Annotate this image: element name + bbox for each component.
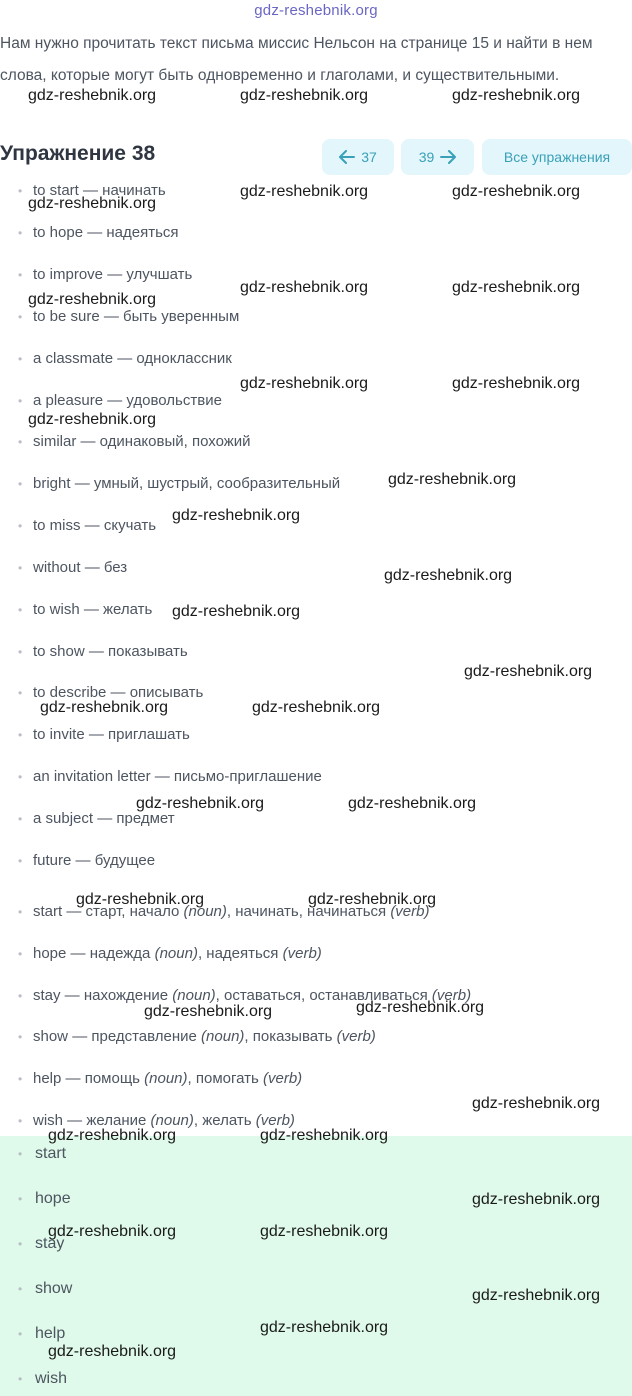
watermark: gdz-reshebnik.org bbox=[48, 1127, 177, 1144]
watermark: gdz-reshebnik.org bbox=[452, 87, 581, 104]
bullet-icon: • bbox=[18, 435, 23, 449]
vocab-text: to improve — улучшать bbox=[33, 266, 193, 283]
noun-tag: (noun) bbox=[144, 1070, 188, 1087]
watermark: gdz-reshebnik.org bbox=[252, 699, 381, 716]
watermark: gdz-reshebnik.org bbox=[388, 471, 517, 488]
watermark: gdz-reshebnik.org bbox=[240, 183, 369, 200]
watermark: gdz-reshebnik.org bbox=[172, 603, 301, 620]
watermark: gdz-reshebnik.org bbox=[356, 999, 485, 1016]
answer-item bbox=[18, 1190, 71, 1208]
list-item: • show — представление (noun), показывать (verb) bbox=[18, 1028, 376, 1045]
watermark: gdz-reshebnik.org bbox=[260, 1127, 389, 1144]
bullet-icon: • bbox=[18, 947, 23, 961]
pair-noun: представление bbox=[91, 1028, 197, 1045]
next-exercise-label: 39 bbox=[418, 149, 435, 165]
watermark: gdz-reshebnik.org bbox=[452, 183, 581, 200]
watermark: gdz-reshebnik.org bbox=[40, 699, 169, 716]
watermark: gdz-reshebnik.org bbox=[472, 1287, 601, 1304]
list-item bbox=[18, 810, 175, 828]
vocab-text: to start — начинать bbox=[33, 182, 166, 199]
pair-word: hope bbox=[33, 945, 67, 962]
answer-text: start bbox=[35, 1145, 67, 1162]
vocab-text: future — будущее bbox=[33, 852, 156, 869]
list-item bbox=[18, 768, 322, 786]
vocab-text: without — без bbox=[33, 559, 128, 576]
pair-noun: старт, начало bbox=[85, 903, 180, 920]
bullet-icon: • bbox=[18, 352, 23, 366]
answer-text: stay bbox=[35, 1235, 65, 1252]
watermark: gdz-reshebnik.org bbox=[452, 279, 581, 296]
watermark: gdz-reshebnik.org bbox=[260, 1319, 389, 1336]
bullet-icon: • bbox=[18, 645, 23, 659]
prev-exercise-button[interactable] bbox=[322, 139, 394, 175]
arrow-left-icon bbox=[339, 150, 355, 164]
watermark: gdz-reshebnik.org bbox=[48, 1223, 177, 1240]
bullet-icon: • bbox=[18, 1114, 23, 1128]
bullet-icon: • bbox=[18, 770, 23, 784]
vocab-text: to invite — приглашать bbox=[33, 726, 190, 743]
watermark: gdz-reshebnik.org bbox=[28, 195, 157, 212]
list-item bbox=[18, 350, 232, 368]
pair-word: start bbox=[33, 903, 63, 920]
prev-exercise-label: 37 bbox=[361, 149, 377, 165]
noun-tag: (noun) bbox=[183, 903, 227, 920]
bullet-icon: • bbox=[18, 1282, 23, 1296]
all-exercises-label: Все упражнения bbox=[503, 149, 611, 165]
pair-noun: надежда bbox=[89, 945, 151, 962]
pair-verb: надеяться bbox=[206, 945, 279, 962]
exercise-title: Упражнение 38 bbox=[0, 142, 156, 165]
bullet-icon: • bbox=[18, 310, 23, 324]
verb-tag: (verb) bbox=[282, 945, 322, 962]
watermark: gdz-reshebnik.org bbox=[28, 291, 157, 308]
answer-item bbox=[18, 1370, 67, 1388]
list-item bbox=[18, 559, 127, 577]
vocab-text: an invitation letter — письмо-приглашение bbox=[33, 768, 322, 785]
verb-tag: (verb) bbox=[390, 903, 430, 920]
bullet-icon: • bbox=[18, 812, 23, 826]
pair-verb: начинать, начинаться bbox=[235, 903, 387, 920]
watermark: gdz-reshebnik.org bbox=[144, 1003, 273, 1020]
noun-tag: (noun) bbox=[201, 1028, 245, 1045]
watermark: gdz-reshebnik.org bbox=[348, 795, 477, 812]
pair-noun: помощь bbox=[84, 1070, 140, 1087]
pair-word: wish bbox=[33, 1112, 64, 1129]
bullet-icon: • bbox=[18, 728, 23, 742]
pair-noun: желание bbox=[86, 1112, 147, 1129]
pair-word: help bbox=[33, 1070, 62, 1087]
bullet-icon: • bbox=[18, 1072, 23, 1086]
list-item bbox=[18, 392, 222, 410]
vocab-text: bright — умный, шустрый, сообразительный bbox=[33, 475, 341, 492]
bullet-icon: • bbox=[18, 1372, 23, 1386]
vocab-text: to be sure — быть уверенным bbox=[33, 308, 240, 325]
watermark: gdz-reshebnik.org bbox=[28, 87, 157, 104]
list-item bbox=[18, 684, 203, 702]
pair-verb: помогать bbox=[195, 1070, 259, 1087]
list-item: • start — старт, начало (noun), начинать, начинаться (verb) bbox=[18, 903, 430, 920]
answer-item bbox=[18, 1280, 72, 1298]
vocab-text: to hope — надеяться bbox=[33, 224, 179, 241]
watermark: gdz-reshebnik.org bbox=[472, 1095, 601, 1112]
pair-word: show bbox=[33, 1028, 69, 1045]
list-item bbox=[18, 224, 179, 242]
bullet-icon: • bbox=[18, 394, 23, 408]
watermark: gdz-reshebnik.org bbox=[308, 891, 437, 908]
bullet-icon: • bbox=[18, 1147, 23, 1161]
list-item bbox=[18, 266, 192, 284]
vocab-text: to miss — скучать bbox=[33, 517, 157, 534]
list-item bbox=[18, 643, 188, 661]
list-item bbox=[18, 182, 166, 200]
bullet-icon: • bbox=[18, 1030, 23, 1044]
list-item bbox=[18, 852, 155, 870]
watermark: gdz-reshebnik.org bbox=[240, 279, 369, 296]
bullet-icon: • bbox=[18, 561, 23, 575]
list-item bbox=[18, 601, 152, 619]
bullet-icon: • bbox=[18, 1237, 23, 1251]
bullet-icon: • bbox=[18, 268, 23, 282]
watermark: gdz-reshebnik.org bbox=[48, 1343, 177, 1360]
bullet-icon: • bbox=[18, 905, 23, 919]
bullet-icon: • bbox=[18, 184, 23, 198]
site-title[interactable]: gdz-reshebnik.org bbox=[254, 2, 378, 19]
list-item bbox=[18, 308, 239, 326]
answer-text: help bbox=[35, 1325, 66, 1342]
answer-item bbox=[18, 1325, 65, 1343]
pair-noun: нахождение bbox=[83, 987, 169, 1004]
list-item: • wish — желание (noun), желать (verb) bbox=[18, 1112, 295, 1129]
list-item: • help — помощь (noun), помогать (verb) bbox=[18, 1070, 303, 1087]
bullet-icon: • bbox=[18, 1327, 23, 1341]
vocab-text: a classmate — одноклассник bbox=[33, 350, 232, 367]
watermark: gdz-reshebnik.org bbox=[28, 411, 157, 428]
watermark: gdz-reshebnik.org bbox=[172, 507, 301, 524]
vocab-text: a pleasure — удовольствие bbox=[33, 392, 222, 409]
answer-text: wish bbox=[35, 1370, 68, 1387]
all-exercises-button[interactable] bbox=[482, 139, 632, 175]
verb-tag: (verb) bbox=[263, 1070, 303, 1087]
list-item bbox=[18, 517, 156, 535]
list-item bbox=[18, 475, 340, 493]
bullet-icon: • bbox=[18, 603, 23, 617]
watermark: gdz-reshebnik.org bbox=[452, 375, 581, 392]
list-item: • hope — надежда (noun), надеяться (verb) bbox=[18, 945, 322, 962]
bullet-icon: • bbox=[18, 226, 23, 240]
list-item: • stay — нахождение (noun), оставаться, останавливаться (verb) bbox=[18, 987, 472, 1004]
watermark: gdz-reshebnik.org bbox=[260, 1223, 389, 1240]
pair-verb: желать bbox=[202, 1112, 252, 1129]
answer-item bbox=[18, 1145, 66, 1163]
verb-tag: (verb) bbox=[431, 987, 472, 1004]
vocab-text: to show — показывать bbox=[33, 643, 188, 660]
noun-tag: (noun) bbox=[150, 1112, 194, 1129]
watermark: gdz-reshebnik.org bbox=[464, 663, 593, 680]
noun-tag: (noun) bbox=[172, 987, 216, 1004]
watermark: gdz-reshebnik.org bbox=[76, 891, 205, 908]
watermark: gdz-reshebnik.org bbox=[472, 1191, 601, 1208]
intro-text: Нам нужно прочитать текст письма миссис Нельсон на странице 15 и найти в нем слова, которые могут быть одновременно и глаголами, и существительными. bbox=[0, 35, 593, 84]
answer-item bbox=[18, 1235, 64, 1253]
pair-verb: оставаться, останавливаться bbox=[224, 987, 428, 1004]
pair-verb: показывать bbox=[252, 1028, 333, 1045]
watermark: gdz-reshebnik.org bbox=[240, 87, 369, 104]
vocab-text: a subject — предмет bbox=[33, 810, 175, 827]
next-exercise-button[interactable] bbox=[401, 139, 474, 175]
watermark: gdz-reshebnik.org bbox=[136, 795, 265, 812]
answer-block bbox=[0, 1136, 632, 1396]
bullet-icon: • bbox=[18, 854, 23, 868]
bullet-icon: • bbox=[18, 519, 23, 533]
verb-tag: (verb) bbox=[255, 1112, 295, 1129]
bullet-icon: • bbox=[18, 1192, 23, 1206]
answer-text: show bbox=[35, 1280, 73, 1297]
pair-word: stay bbox=[33, 987, 61, 1004]
bullet-icon: • bbox=[18, 477, 23, 491]
noun-tag: (noun) bbox=[154, 945, 198, 962]
watermark: gdz-reshebnik.org bbox=[384, 567, 513, 584]
answer-text: hope bbox=[35, 1190, 71, 1207]
watermark: gdz-reshebnik.org bbox=[240, 375, 369, 392]
list-item bbox=[18, 433, 251, 451]
verb-tag: (verb) bbox=[336, 1028, 376, 1045]
bullet-icon: • bbox=[18, 989, 23, 1003]
arrow-right-icon bbox=[440, 150, 456, 164]
vocab-text: to describe — описывать bbox=[33, 684, 204, 701]
list-item bbox=[18, 726, 190, 744]
vocab-text: similar — одинаковый, похожий bbox=[33, 433, 251, 450]
bullet-icon: • bbox=[18, 686, 23, 700]
vocab-text: to wish — желать bbox=[33, 601, 153, 618]
